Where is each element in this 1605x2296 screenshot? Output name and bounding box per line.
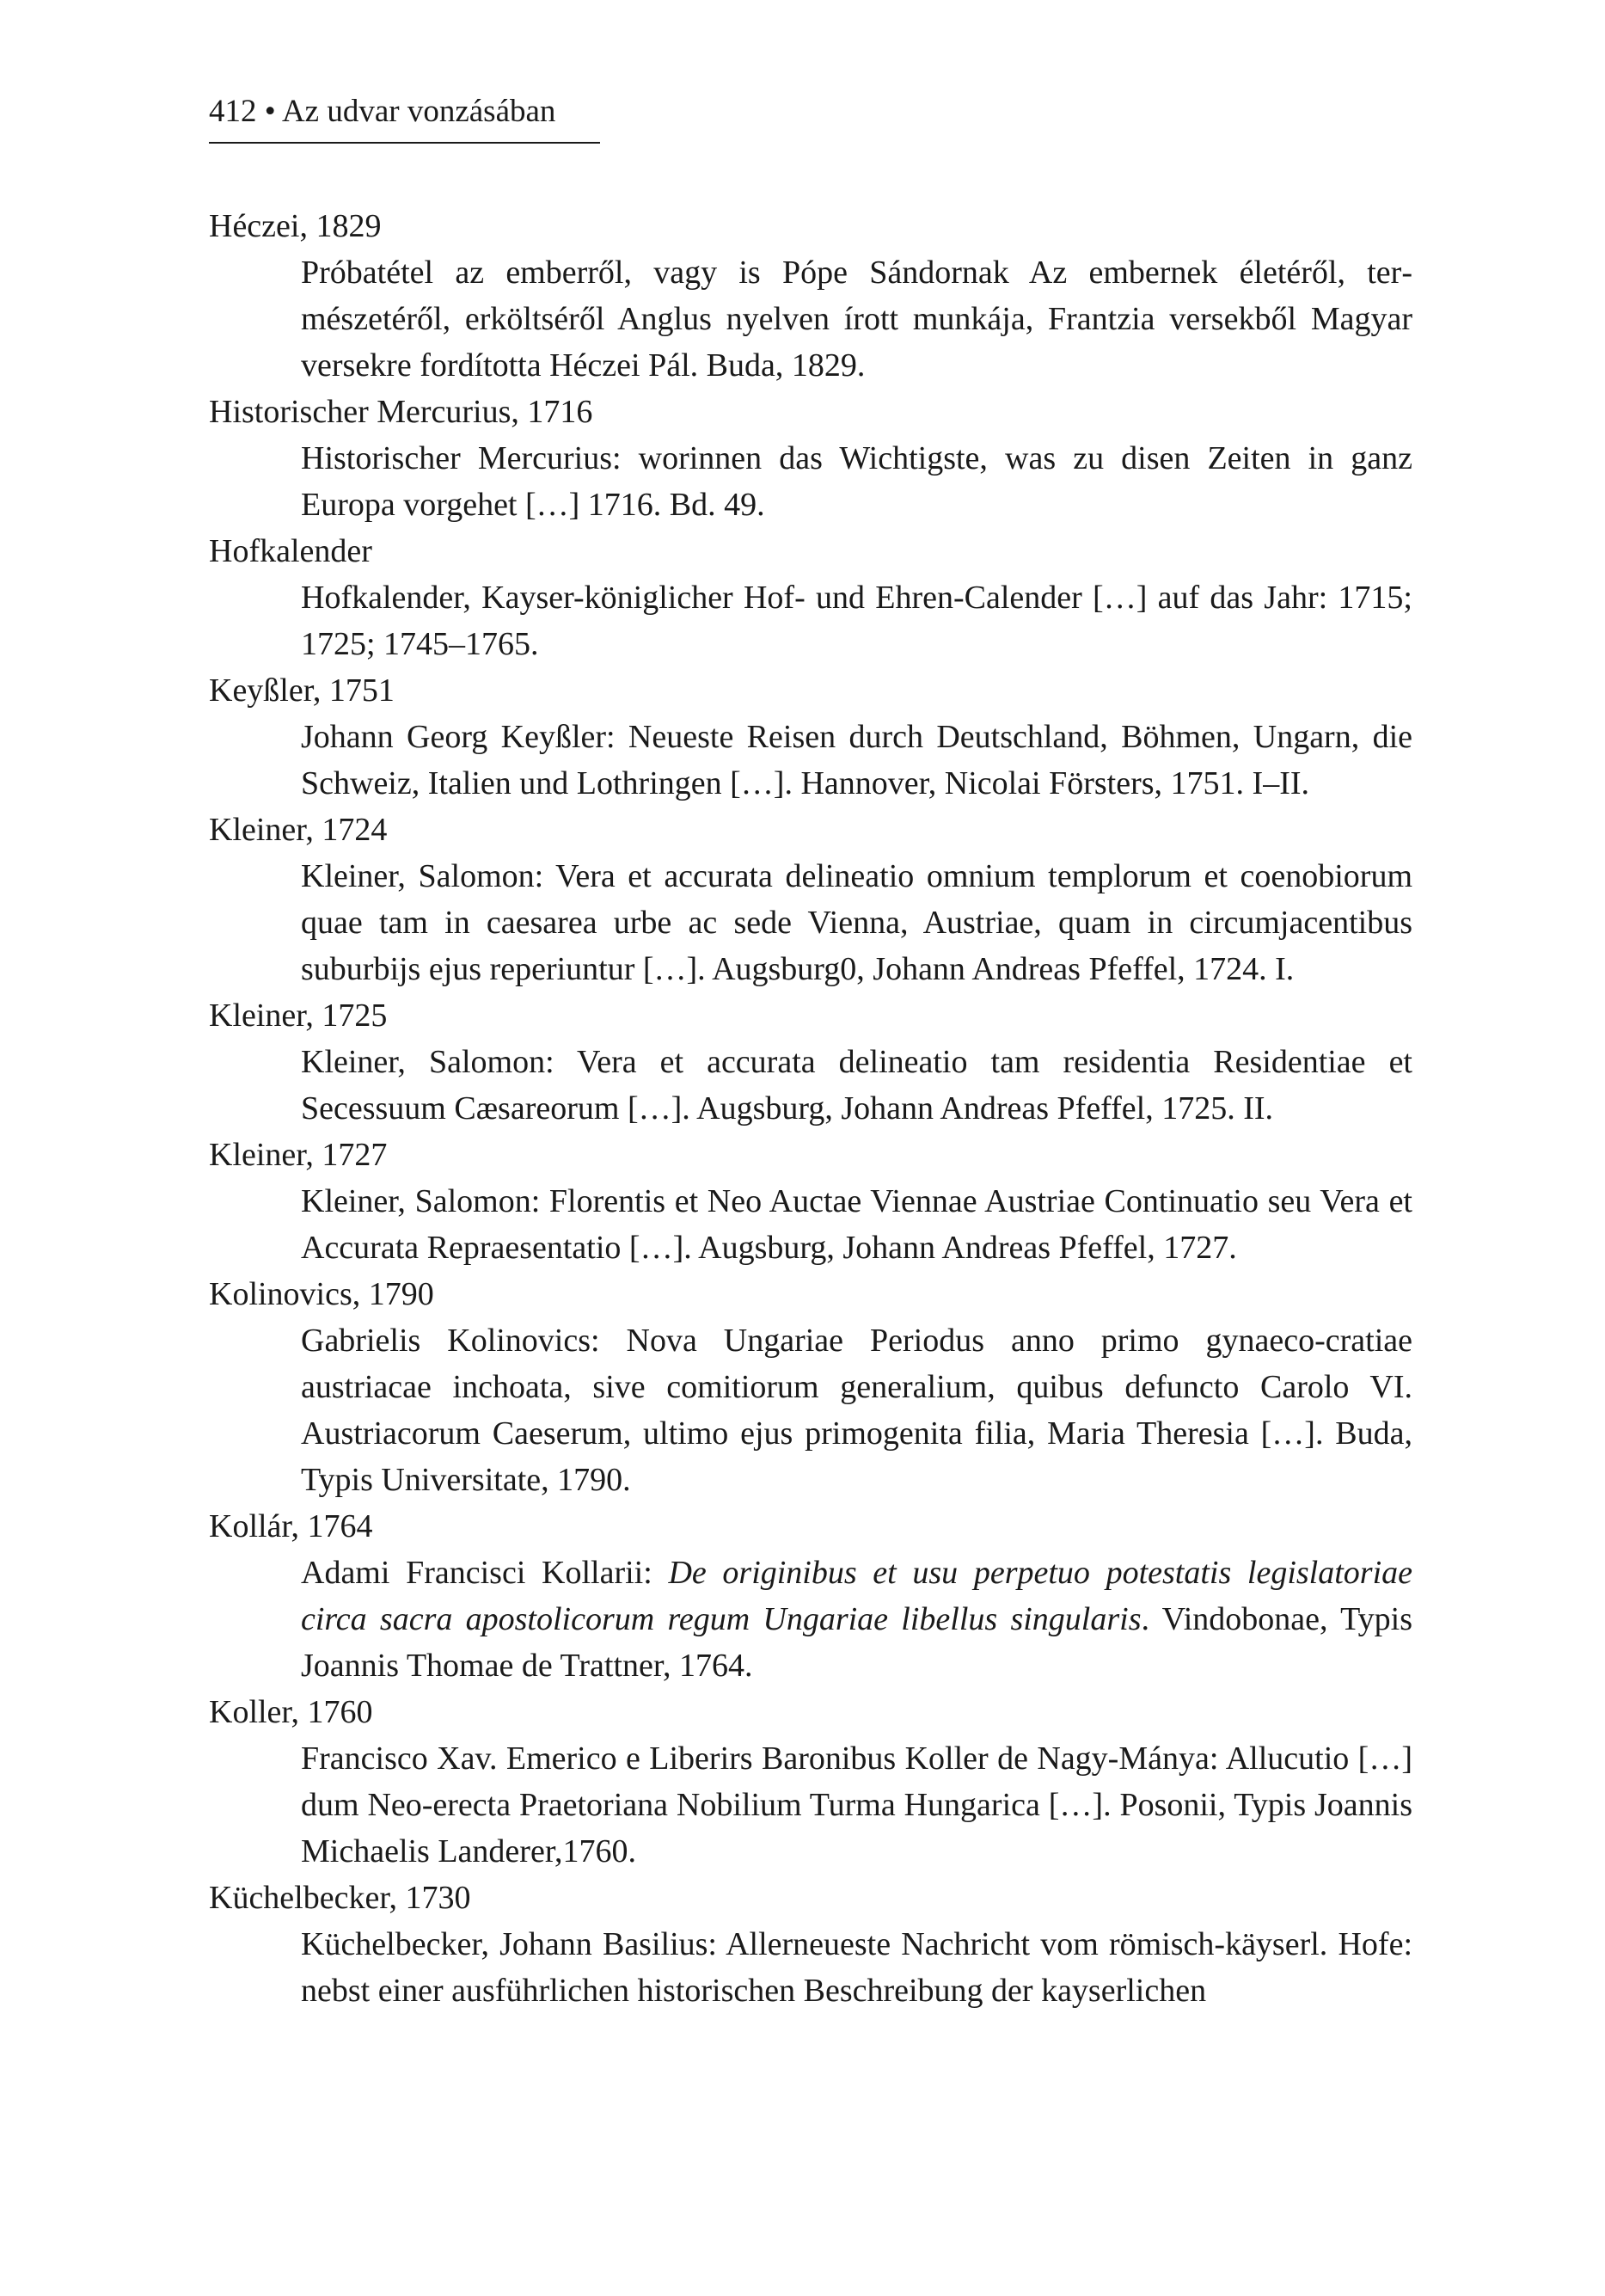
bibliography-entry — [209, 1503, 1412, 1689]
running-head-separator: • — [264, 94, 276, 129]
entry-key: Hofkalender — [209, 533, 372, 569]
entry-body-text: . Vindobonae, Typis Joannis Thomae de Trattner, 1764. — [301, 1601, 1413, 1684]
running-head — [209, 86, 555, 138]
entry-key: Küchelbecker, 1730 — [209, 1880, 471, 1916]
entry-key: Kleiner, 1727 — [209, 1137, 388, 1173]
entry-body — [301, 1550, 1412, 1689]
entry-title-italic: De originibus et usu perpetuo potestatis legislatoriae circa sacra apostolicorum regum Ungariae libellus singularis — [301, 1555, 1412, 1637]
bibliography-entry — [209, 389, 1412, 528]
entry-key: Koller, 1760 — [209, 1694, 373, 1730]
entry-body: Kleiner, Salomon: Vera et accurata delineatio tam residentia Residentiae et Secessuum Cæsareorum […]. Augsburg, Johann Andreas Pfeffel, 1725. II. — [301, 1044, 1412, 1127]
entry-body: Próbatétel az emberről, vagy is Pópe Sándornak Az embernek életéről, természetéről, erköltséről Anglus nyelven írott munkája, Frantzia versekből Magyar versekre fordította Héczei Pál. Buda, 1829. — [301, 255, 1412, 384]
entry-key: Historischer Mercurius, 1716 — [209, 394, 593, 430]
page-number: 412 — [209, 94, 257, 129]
entry-key: Héczei, 1829 — [209, 208, 382, 244]
entry-body: Kleiner, Salomon: Vera et accurata delineatio omnium templorum et coenobiorum quae tam in caesarea urbe ac sede Vienna, Austriae, quam in circumjacentibus suburbijs ejus reperiuntur […]. Augsburg0, Johann Andreas Pfeffel, 1724. I. — [301, 858, 1412, 987]
entry-key: Keyßler, 1751 — [209, 672, 395, 709]
running-head-title: Az udvar vonzásában — [281, 94, 556, 129]
bibliography-entry — [209, 1271, 1412, 1503]
entry-body: Hofkalender, Kayser-königlicher Hof- und Ehren-Calender […] auf das Jahr: 1715; 1725; 1745–1765. — [301, 580, 1412, 662]
entry-key: Kolinovics, 1790 — [209, 1276, 434, 1312]
bibliography-entry — [209, 992, 1412, 1132]
bibliography-entry — [209, 807, 1412, 992]
entry-key: Kollár, 1764 — [209, 1508, 373, 1544]
bibliography-entry — [209, 1689, 1412, 1875]
entry-body: Gabrielis Kolinovics: Nova Ungariae Periodus anno primo gynaeco-cratiae austriacae inchoata, sive comitiorum generalium, quibus defuncto Carolo VI. Austriacorum Caeserum, ultimo ejus primogenita filia, Maria Theresia […]. Buda, Typis Universitate, 1790. — [301, 1323, 1412, 1498]
bibliography-entry — [209, 528, 1412, 667]
entry-key: Kleiner, 1724 — [209, 812, 388, 848]
running-head-rule — [209, 142, 600, 144]
entry-key: Kleiner, 1725 — [209, 998, 388, 1034]
entry-body: Küchelbecker, Johann Basilius: Allerneueste Nachricht vom römisch-käyserl. Hofe: nebst einer ausführlichen historischen Beschreibung der kayserlichen — [301, 1926, 1412, 2009]
entry-body: Historischer Mercurius: worinnen das Wichtigste, was zu disen Zeiten in ganz Europa vorgehet […] 1716. Bd. 49. — [301, 440, 1412, 523]
entry-body: Kleiner, Salomon: Florentis et Neo Auctae Viennae Austriae Continuatio seu Vera et Accurata Repraesentatio […]. Augsburg, Johann Andreas Pfeffel, 1727. — [301, 1183, 1412, 1266]
bibliography-entry — [209, 1132, 1412, 1271]
entry-body: Francisco Xav. Emerico e Liberirs Baronibus Koller de Nagy-Mánya: Allucutio […] dum Neo-erecta Praetoriana Nobilium Turma Hungarica […]. Posonii, Typis Joannis Michaelis Landerer,1760. — [301, 1740, 1412, 1869]
entry-body: Johann Georg Keyßler: Neueste Reisen durch Deutschland, Böhmen, Ungarn, die Schweiz, Italien und Lothringen […]. Hannover, Nicolai Försters, 1751. I–II. — [301, 719, 1412, 801]
bibliography-entry — [209, 203, 1412, 389]
entry-body-text: Adami Francisci Kollarii: — [301, 1555, 669, 1591]
bibliography-entry — [209, 667, 1412, 807]
bibliography-entry — [209, 1875, 1412, 2014]
bibliography-list — [209, 203, 1412, 2014]
